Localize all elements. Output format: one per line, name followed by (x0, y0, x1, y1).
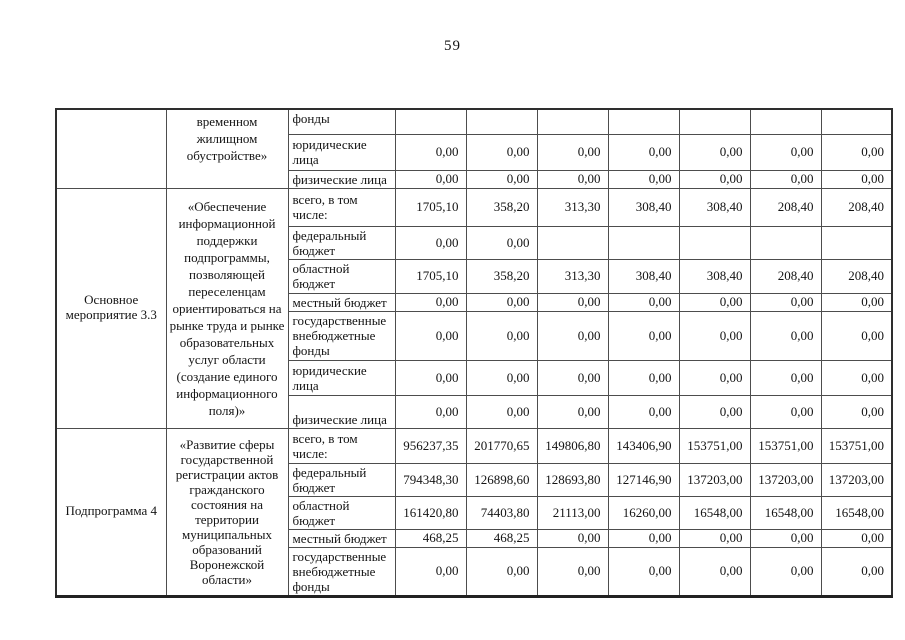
value-cell: 153751,00 (679, 428, 750, 463)
value-cell (679, 109, 750, 134)
value-cell: 358,20 (466, 259, 537, 293)
row-label-cell: государственные внебюджетные фонды (288, 547, 395, 596)
value-cell: 0,00 (466, 226, 537, 259)
value-cell: 358,20 (466, 188, 537, 226)
value-cell: 0,00 (395, 226, 466, 259)
row-label-cell: федеральный бюджет (288, 226, 395, 259)
value-cell: 0,00 (821, 170, 892, 188)
value-cell (821, 226, 892, 259)
value-cell: 0,00 (821, 360, 892, 395)
row-label-cell: физические лица (288, 170, 395, 188)
value-cell: 0,00 (537, 170, 608, 188)
value-cell: 794348,30 (395, 463, 466, 496)
value-cell: 468,25 (466, 529, 537, 547)
value-cell: 74403,80 (466, 496, 537, 529)
row-label-cell: государственные внебюджетные фонды (288, 311, 395, 360)
value-cell: 308,40 (608, 259, 679, 293)
value-cell (466, 109, 537, 134)
value-cell: 0,00 (537, 293, 608, 311)
value-cell: 0,00 (466, 395, 537, 428)
value-cell: 161420,80 (395, 496, 466, 529)
value-cell: 0,00 (679, 547, 750, 596)
value-cell: 0,00 (395, 547, 466, 596)
value-cell: 0,00 (608, 395, 679, 428)
value-cell (608, 109, 679, 134)
table-row (56, 188, 892, 226)
row-label-cell: федеральный бюджет (288, 463, 395, 496)
value-cell: 153751,00 (750, 428, 821, 463)
value-cell: 143406,90 (608, 428, 679, 463)
value-cell: 0,00 (608, 529, 679, 547)
value-cell: 0,00 (537, 360, 608, 395)
value-cell: 0,00 (679, 311, 750, 360)
value-cell: 313,30 (537, 188, 608, 226)
value-cell: 0,00 (750, 547, 821, 596)
value-cell: 1705,10 (395, 259, 466, 293)
table-row (56, 109, 892, 134)
value-cell: 0,00 (466, 134, 537, 170)
value-cell: 16260,00 (608, 496, 679, 529)
value-cell: 0,00 (750, 529, 821, 547)
value-cell: 0,00 (821, 311, 892, 360)
value-cell: 126898,60 (466, 463, 537, 496)
value-cell: 16548,00 (679, 496, 750, 529)
value-cell: 21113,00 (537, 496, 608, 529)
value-cell: 153751,00 (821, 428, 892, 463)
value-cell: 137203,00 (679, 463, 750, 496)
value-cell: 208,40 (750, 188, 821, 226)
value-cell: 313,30 (537, 259, 608, 293)
value-cell: 16548,00 (821, 496, 892, 529)
value-cell (679, 226, 750, 259)
value-cell: 0,00 (608, 134, 679, 170)
value-cell: 16548,00 (750, 496, 821, 529)
value-cell: 0,00 (395, 170, 466, 188)
value-cell: 0,00 (395, 395, 466, 428)
value-cell: 127146,90 (608, 463, 679, 496)
value-cell (537, 109, 608, 134)
value-cell: 0,00 (608, 311, 679, 360)
value-cell: 0,00 (466, 170, 537, 188)
value-cell (608, 226, 679, 259)
value-cell: 0,00 (537, 134, 608, 170)
value-cell: 0,00 (679, 134, 750, 170)
group-label-cell: Основное мероприятие 3.3 (56, 188, 166, 428)
value-cell: 0,00 (821, 134, 892, 170)
value-cell: 0,00 (608, 547, 679, 596)
value-cell (821, 109, 892, 134)
value-cell: 0,00 (750, 170, 821, 188)
value-cell: 0,00 (750, 311, 821, 360)
value-cell: 0,00 (537, 395, 608, 428)
value-cell: 0,00 (537, 311, 608, 360)
value-cell: 0,00 (679, 395, 750, 428)
value-cell (750, 226, 821, 259)
value-cell: 149806,80 (537, 428, 608, 463)
value-cell: 137203,00 (821, 463, 892, 496)
value-cell: 0,00 (395, 311, 466, 360)
value-cell: 0,00 (608, 293, 679, 311)
row-label-cell: юридические лица (288, 360, 395, 395)
row-label-cell: областной бюджет (288, 259, 395, 293)
value-cell: 0,00 (821, 547, 892, 596)
value-cell: 0,00 (750, 395, 821, 428)
row-label-cell: местный бюджет (288, 293, 395, 311)
value-cell: 308,40 (608, 188, 679, 226)
value-cell: 0,00 (608, 170, 679, 188)
value-cell: 137203,00 (750, 463, 821, 496)
row-label-cell: местный бюджет (288, 529, 395, 547)
value-cell: 0,00 (679, 293, 750, 311)
value-cell: 0,00 (466, 360, 537, 395)
value-cell: 0,00 (679, 360, 750, 395)
value-cell: 0,00 (395, 360, 466, 395)
value-cell: 0,00 (466, 311, 537, 360)
value-cell: 308,40 (679, 259, 750, 293)
section-description: «Обеспечение информационной поддержки подпрограммы, позволяющей переселенцам ориентироваться на рынке труда и рынке образовательных услуг области (создание единого информационного поля)» (166, 188, 288, 428)
value-cell: 0,00 (679, 170, 750, 188)
value-cell: 956237,35 (395, 428, 466, 463)
value-cell: 468,25 (395, 529, 466, 547)
row-label-cell: физические лица (288, 395, 395, 428)
value-cell: 0,00 (466, 293, 537, 311)
value-cell: 308,40 (679, 188, 750, 226)
value-cell: 0,00 (608, 360, 679, 395)
value-cell: 0,00 (537, 547, 608, 596)
value-cell: 208,40 (821, 259, 892, 293)
row-label-cell: областной бюджет (288, 496, 395, 529)
value-cell: 0,00 (750, 293, 821, 311)
value-cell: 0,00 (679, 529, 750, 547)
row-label-cell: фонды (288, 109, 395, 134)
budget-table (55, 108, 893, 598)
table-row (56, 428, 892, 463)
group-label-cell: Подпрограмма 4 (56, 428, 166, 596)
value-cell (395, 109, 466, 134)
section-description: временном жилищном обустройстве» (166, 109, 288, 188)
value-cell: 208,40 (750, 259, 821, 293)
value-cell: 0,00 (821, 293, 892, 311)
value-cell: 208,40 (821, 188, 892, 226)
group-label-cell (56, 109, 166, 188)
row-label-cell: всего, в том числе: (288, 188, 395, 226)
row-label-cell: всего, в том числе: (288, 428, 395, 463)
value-cell: 1705,10 (395, 188, 466, 226)
value-cell: 0,00 (821, 395, 892, 428)
section-description: «Развитие сферы государственной регистрации актов гражданского состояния на территории муниципальных образований Воронежской области» (166, 428, 288, 596)
value-cell: 0,00 (821, 529, 892, 547)
value-cell (750, 109, 821, 134)
value-cell: 201770,65 (466, 428, 537, 463)
value-cell: 128693,80 (537, 463, 608, 496)
page-number: 59 (444, 38, 461, 54)
value-cell: 0,00 (466, 547, 537, 596)
row-label-cell: юридические лица (288, 134, 395, 170)
value-cell: 0,00 (537, 529, 608, 547)
value-cell: 0,00 (750, 134, 821, 170)
value-cell: 0,00 (395, 293, 466, 311)
value-cell: 0,00 (395, 134, 466, 170)
value-cell: 0,00 (750, 360, 821, 395)
value-cell (537, 226, 608, 259)
